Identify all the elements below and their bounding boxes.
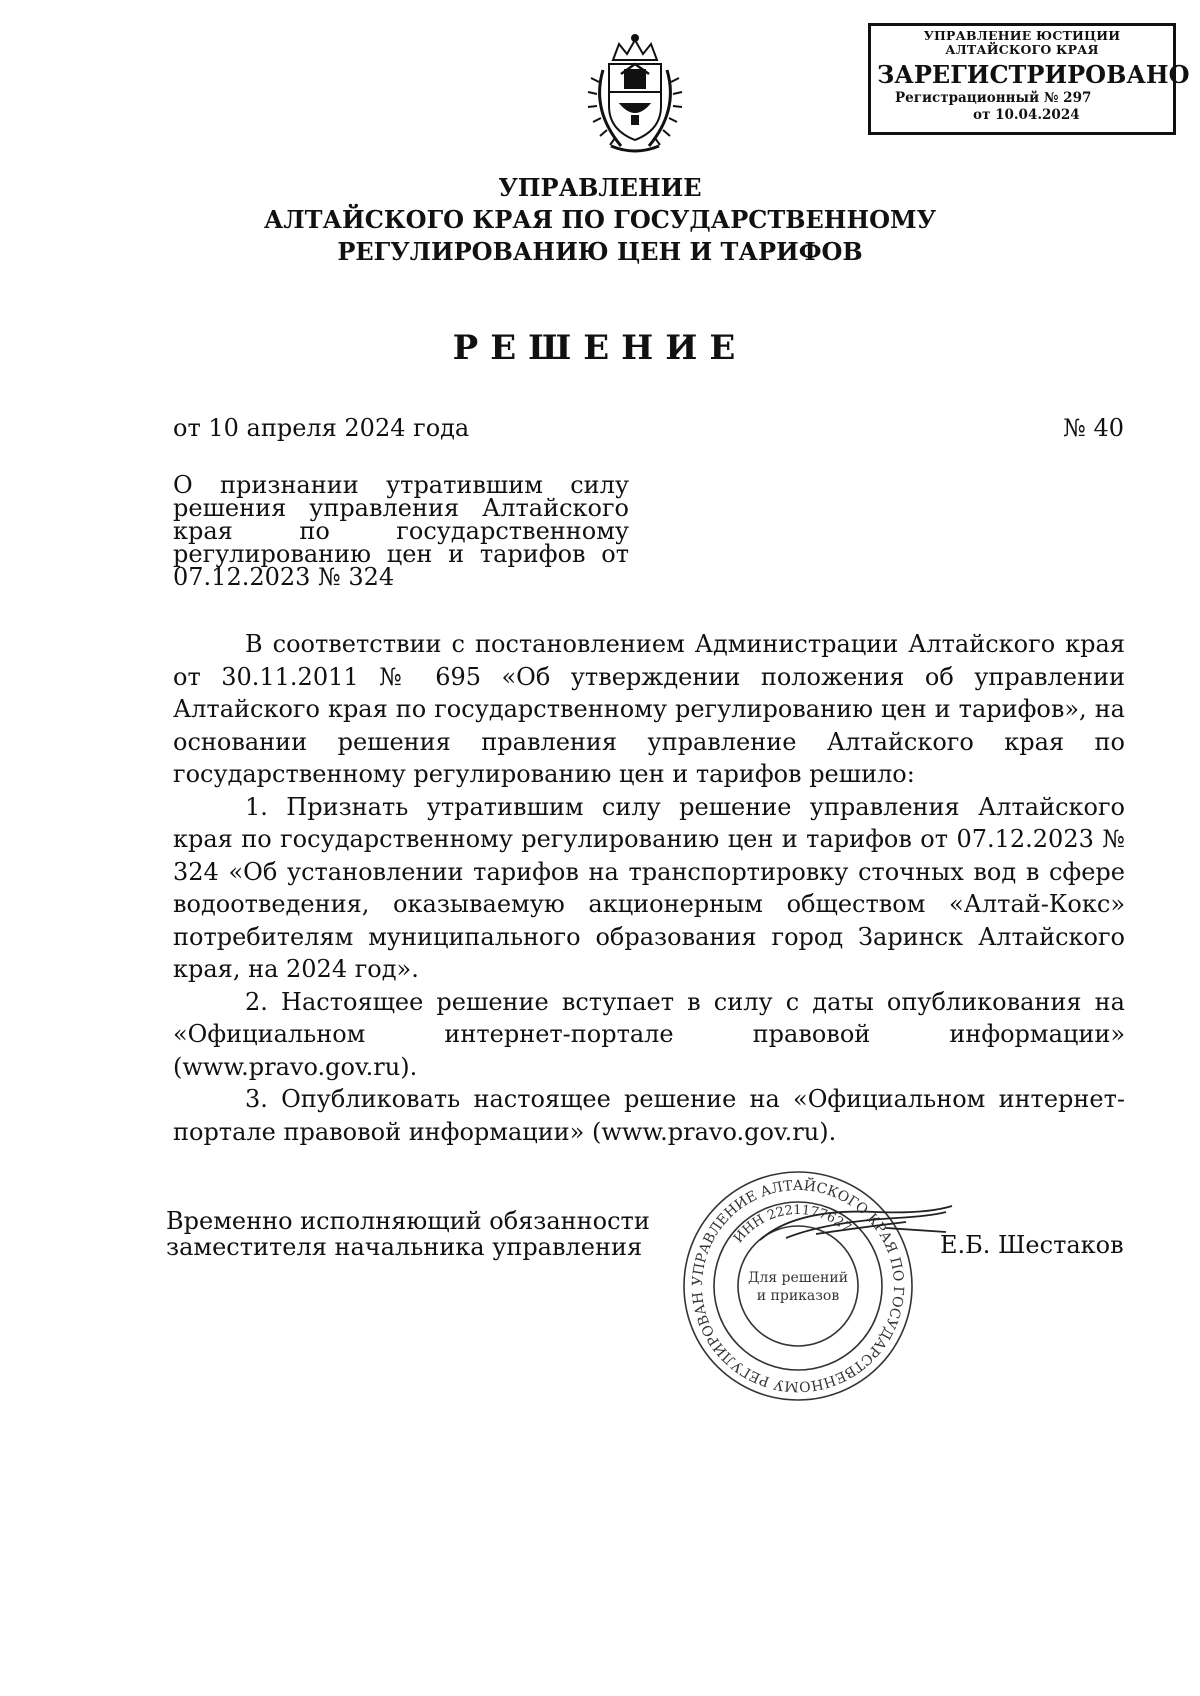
stamp-org-line1: УПРАВЛЕНИЕ ЮСТИЦИИ <box>923 28 1121 43</box>
signer-name: Е.Б. Шестаков <box>940 1231 1124 1259</box>
signer-position <box>166 1208 650 1260</box>
document-date: от 10 апреля 2024 года <box>173 414 470 442</box>
stamp-reg-date: от 10.04.2024 <box>973 107 1080 123</box>
seal-center-line2: и приказов <box>756 1288 840 1304</box>
organization-title <box>0 172 1200 268</box>
org-title-line3: РЕГУЛИРОВАНИЮ ЦЕН И ТАРИФОВ <box>337 237 863 266</box>
body-item-2: 2. Настоящее решение вступает в силу с даты опубликования на «Официальном интернет-портале правовой информации» (www.pravo.gov.ru). <box>173 987 1125 1081</box>
registration-stamp <box>868 23 1190 135</box>
document-subject: О признании утратившим силу решения управления Алтайского края по государственному регулированию цен и тарифов от 07.12.2023 № 324 <box>173 471 629 591</box>
stamp-status: ЗАРЕГИСТРИРОВАНО <box>877 60 1190 89</box>
document-number: № 40 <box>1063 414 1124 442</box>
body-preamble: В соответствии с постановлением Администрации Алтайского края от 30.11.2011 № 695 «Об утверждении положения об управлении Алтайского края по государственному регулированию цен и тарифов», на основании решения правления управление Алтайского края по государственному регулированию цен и тарифов решило: <box>173 630 1125 788</box>
signer-position-line2: заместителя начальника управления <box>166 1233 643 1261</box>
org-title-line1: УПРАВЛЕНИЕ <box>498 173 702 202</box>
signer-position-line1: Временно исполняющий обязанности <box>166 1207 650 1235</box>
altai-coat-of-arms-icon <box>575 30 695 160</box>
body-item-3: 3. Опубликовать настоящее решение на «Официальном интернет-портале правовой информации» (www.pravo.gov.ru). <box>173 1085 1125 1146</box>
handwritten-signature <box>756 1198 956 1248</box>
seal-center-line1: Для решений <box>747 1270 849 1286</box>
stamp-org-line2: АЛТАЙСКОГО КРАЯ <box>945 42 1099 57</box>
stamp-reg-number: Регистрационный № 297 <box>895 90 1092 106</box>
body-item-1: 1. Признать утратившим силу решение управления Алтайского края по государственному регулированию цен и тарифов от 07.12.2023 № 324 «Об установлении тарифов на транспортировку сточных вод в сфере водоотведения, оказываемую акционерным обществом «Алтай-Кокс» потребителям муниципального образования город Заринск Алтайского края, на 2024 год». <box>173 792 1125 983</box>
seal-inn-text: ИНН 2221177627 <box>731 1202 854 1247</box>
document-body <box>173 628 1125 1148</box>
document-type: РЕШЕНИЕ <box>452 328 748 368</box>
org-title-line2: АЛТАЙСКОГО КРАЯ ПО ГОСУДАРСТВЕННОМУ <box>263 205 937 234</box>
seal-outer-text: УПРАВЛЕНИЕ АЛТАЙСКОГО КРАЯ ПО ГОСУДАРСТВЕННОМУ РЕГУЛИРОВАН <box>689 1177 907 1395</box>
